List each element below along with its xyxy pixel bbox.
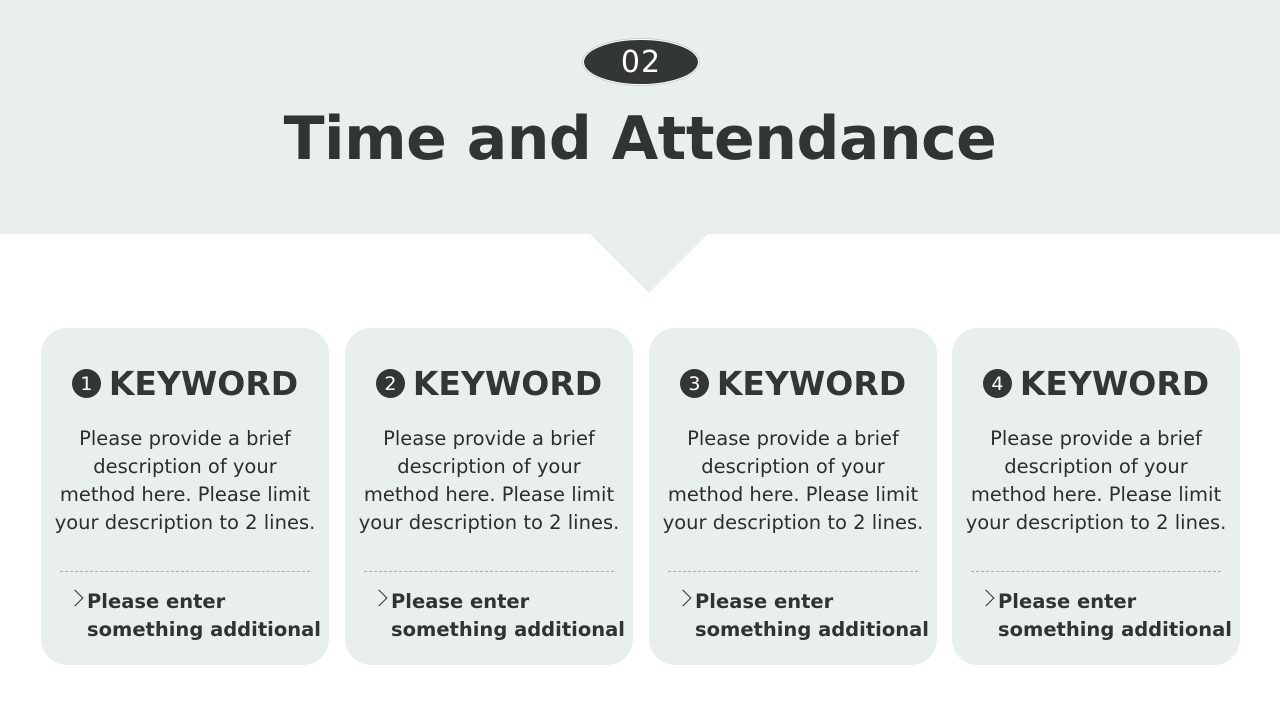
chevron-right-icon [978, 590, 995, 607]
dashed-divider [668, 571, 918, 572]
number-badge: 2 [376, 369, 405, 398]
dashed-divider [364, 571, 614, 572]
card-keyword: KEYWORD [108, 364, 299, 403]
card-description: Please provide a brief description of your method here. Please limit your description to 2 lines. [965, 427, 1227, 534]
card-keyword: KEYWORD [412, 364, 603, 403]
number-badge: 1 [72, 369, 101, 398]
section-number-badge [583, 39, 699, 85]
keyword-card-3 [649, 328, 937, 665]
keyword-card-4 [952, 328, 1240, 665]
card-description: Please provide a brief description of your method here. Please limit your description to 2 lines. [54, 427, 316, 534]
page-title: Time and Attendance [283, 104, 997, 174]
number-badge: 3 [680, 369, 709, 398]
card-description: Please provide a brief description of your method here. Please limit your description to 2 lines. [662, 427, 924, 534]
card-extra-text: Please enter something additional [391, 590, 625, 641]
chevron-right-icon [67, 590, 84, 607]
card-extra-text: Please enter something additional [87, 590, 321, 641]
header-pointer [589, 233, 709, 293]
dashed-divider [971, 571, 1221, 572]
number-badge: 4 [983, 369, 1012, 398]
card-keyword: KEYWORD [1019, 364, 1210, 403]
dashed-divider [60, 571, 310, 572]
card-title [952, 364, 1240, 403]
card-keyword: KEYWORD [716, 364, 907, 403]
keyword-card-1 [41, 328, 329, 665]
card-title [649, 364, 937, 403]
card-title [41, 364, 329, 403]
keyword-card-2 [345, 328, 633, 665]
section-number: 02 [620, 44, 662, 80]
card-extra-text: Please enter something additional [695, 590, 929, 641]
chevron-right-icon [675, 590, 692, 607]
card-extra-text: Please enter something additional [998, 590, 1232, 641]
chevron-right-icon [371, 590, 388, 607]
card-description: Please provide a brief description of your method here. Please limit your description to 2 lines. [358, 427, 620, 534]
card-title [345, 364, 633, 403]
